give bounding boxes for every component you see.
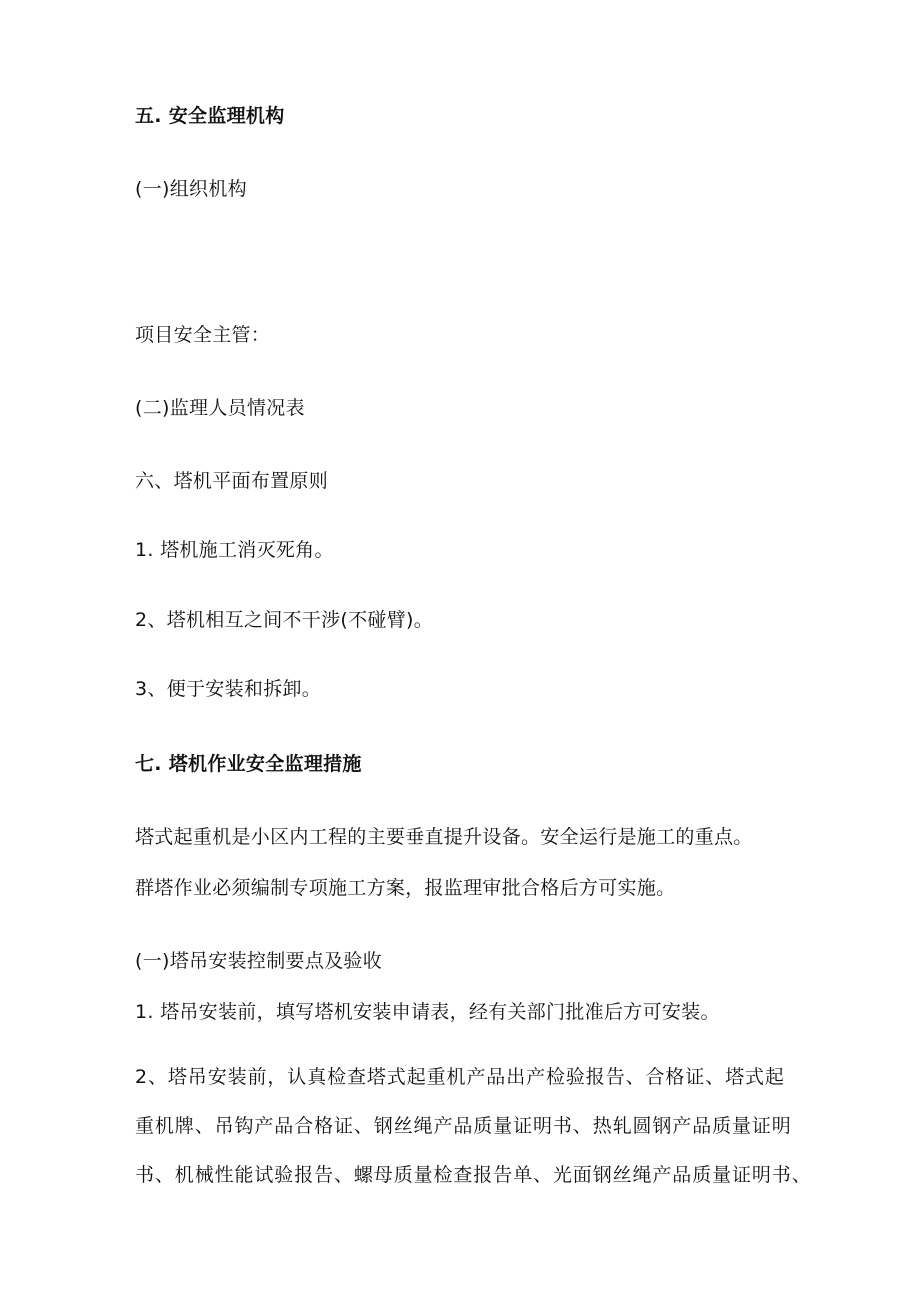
list-item: 3、便于安装和拆卸。 bbox=[135, 678, 322, 700]
list-item: 1. 塔吊安装前，填写塔机安装申请表，经有关部门批准后方可安装。 bbox=[135, 1001, 720, 1023]
paragraph-line: 塔式起重机是小区内工程的主要垂直提升设备。安全运行是施工的重点。 bbox=[135, 826, 753, 848]
list-item: 1. 塔机施工消灭死角。 bbox=[135, 539, 334, 561]
paragraph-line: 书、机械性能试验报告、螺母质量检查报告单、光面钢丝绳产品质量证明书、 bbox=[135, 1164, 812, 1186]
list-item: 2、塔机相互之间不干涉(不碰臂)。 bbox=[135, 609, 434, 631]
paragraph-line: 2、塔吊安装前，认真检查塔式起重机产品出产检验报告、合格证、塔式起 bbox=[135, 1066, 785, 1088]
subheading-organization: (一)组织机构 bbox=[135, 178, 247, 200]
paragraph-line: 重机牌、吊钩产品合格证、钢丝绳产品质量证明书、热轧圆钢产品质量证明 bbox=[135, 1115, 792, 1137]
paragraph-line: 群塔作业必须编制专项施工方案，报监理审批合格后方可实施。 bbox=[135, 877, 676, 899]
subheading-crane-installation: (一)塔吊安装控制要点及验收 bbox=[135, 950, 383, 972]
supervisor-label: 项目安全主管： bbox=[135, 324, 271, 346]
section-5-heading: 五. 安全监理机构 bbox=[135, 105, 285, 127]
section-6-heading: 六、塔机平面布置原则 bbox=[135, 470, 329, 492]
section-7-heading: 七. 塔机作业安全监理措施 bbox=[135, 753, 362, 775]
subheading-staff-table: (二)监理人员情况表 bbox=[135, 397, 305, 419]
